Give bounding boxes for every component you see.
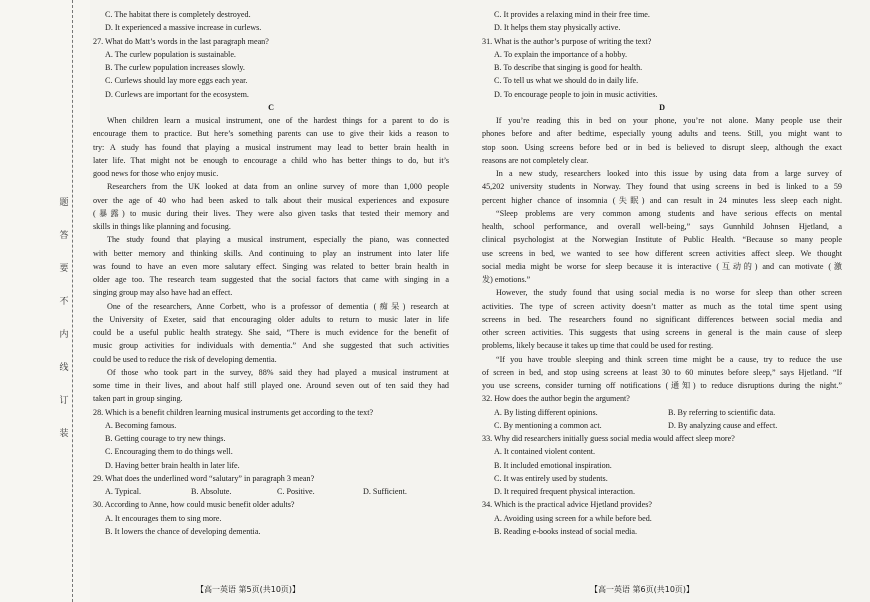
option-text: B. Absolute. — [191, 487, 232, 496]
text-line: A. The curlew population is sustainable. — [105, 49, 236, 59]
binding-notice — [58, 195, 70, 439]
binding-char: 内 — [59, 330, 69, 340]
binding-char: 题 — [59, 198, 69, 208]
text-line: C. Encouraging them to do things well. — [105, 447, 233, 457]
text-line: 27. What do Matt’s words in the last paragraph mean? — [93, 36, 269, 46]
text-line: C. The habitat there is completely destroyed. — [105, 10, 251, 19]
text-line: 31. What is the author’s purpose of writing the text? — [482, 36, 652, 46]
text-line: use screens in bed, we wanted to see how different screen activities affect sleep. We thought — [482, 248, 842, 258]
text-line: clinical psychologist at the Norwegian Institute of Public Health. “Because so many people — [482, 235, 842, 245]
text-line: 32. How does the author begin the argument? — [482, 394, 630, 404]
passage-title: C — [268, 102, 274, 112]
text-line: “If you have trouble sleeping and think screen time might be a cause, try to reduce the use — [496, 354, 842, 364]
binding-margin — [0, 0, 90, 602]
option-text: D. Sufficient. — [363, 487, 407, 496]
text-line: the University of Exeter, said that encouraging older adults to return to music later in life — [93, 314, 449, 324]
option-row — [482, 406, 842, 419]
text-line: problems, likely because it takes up time that could be used for resting. — [482, 341, 714, 351]
text-line: (暴露) to music during their lives. They were also given tasks that tested their memory and — [93, 208, 449, 218]
text-line: A. Avoiding using screen for a while before bed. — [494, 513, 652, 523]
text-line: C. Curlews should lay more eggs each year. — [105, 76, 248, 86]
text-line: screens in bed. The researchers found no significant differences between social media and — [482, 314, 842, 324]
left-column — [93, 8, 449, 538]
option-text: A. Typical. — [105, 487, 142, 496]
text-line: Of those who took part in the survey, 88% said they had played a musical instrument at — [107, 367, 449, 377]
binding-char: 答 — [59, 231, 69, 241]
text-line: D. Having better brain health in later life. — [105, 460, 240, 470]
text-line: 发) emotions.” — [482, 275, 531, 284]
text-line: The study found that playing a musical instrument, especially the piano, was connected — [107, 235, 449, 245]
text-line: 29. What does the underlined word “salutary” in paragraph 3 mean? — [93, 473, 315, 483]
text-line: could be used to reduce the risk of developing dementia. — [93, 354, 277, 364]
text-line: “Sleep problems are very common among students and have serious effects on mental — [496, 208, 842, 218]
option-text: B. By referring to scientific data. — [668, 407, 776, 417]
text-line: good news for those who enjoy music. — [93, 169, 219, 178]
text-line: music group activities for individuals with dementia.” And she suggested that such activities — [93, 341, 449, 351]
binding-char: 不 — [59, 297, 69, 307]
text-line: stop soon. Using screens before bed or in bed is believed to disrupt sleep, although the exact — [482, 142, 842, 152]
footer-left: 【高一英语 第5页(共10页)】 — [196, 585, 301, 594]
text-line: other screen activities. This suggests that using screens in general is the main cause of sleep — [482, 328, 842, 337]
text-line: encourage them to practice. But here’s something parents can use to give their kids a reason to — [93, 129, 449, 139]
option-text: D. By analyzing cause and effect. — [668, 420, 778, 430]
text-line: some time in their lives, and about half still played one. Around seven out of ten said they had — [93, 381, 449, 390]
option-text: C. Positive. — [277, 487, 315, 496]
text-line: D. It helps them stay physically active. — [494, 23, 621, 33]
text-line: B. Getting courage to try new things. — [105, 434, 226, 443]
text-line: reasons are not completely clear. — [482, 155, 589, 165]
text-line: later life. That might not be enough to encourage a child who has better things to do, but it’s — [93, 155, 449, 165]
right-column — [482, 8, 842, 538]
option-row — [93, 485, 449, 498]
binding-dashed-line — [72, 0, 73, 602]
text-line: activities. The type of screen activity doesn’t matter as much as the total time spent using — [482, 301, 842, 311]
text-line: A. Becoming famous. — [105, 420, 177, 430]
text-line: you use screens, consider turning off notifications (通知) to reduce disruptions during the night.” — [482, 381, 842, 390]
text-line: If you’re reading this in bed on your phone, you’re not alone. Many people use their — [496, 116, 842, 125]
text-line: 34. Which is the practical advice Hjetland provides? — [482, 500, 652, 510]
text-line: However, the study found that using social media is no worse for sleep than other screen — [496, 288, 842, 298]
text-line: B. To describe that singing is good for health. — [494, 63, 643, 72]
text-line: skills in things like planning and focusing. — [93, 222, 231, 231]
text-line: A. It encourages them to sing more. — [105, 513, 222, 523]
text-line: C. It provides a relaxing mind in their free time. — [494, 10, 650, 19]
text-line: D. It experienced a massive increase in curlews. — [105, 23, 262, 33]
text-line: percent higher chance of insomnia (失眠) and can result in 24 minutes less sleep each night. — [482, 195, 842, 205]
text-line: of screen in bed, and stop using screens at least 30 to 60 minutes before sleep,” says Hjetland. “If — [482, 367, 842, 377]
text-line: A. It contained violent content. — [494, 447, 596, 457]
text-line: C. It was entirely used by students. — [494, 473, 608, 483]
text-line: One of the researchers, Anne Corbett, who is a professor of dementia (痴呆) research at — [107, 301, 449, 311]
text-line: social media might be worse for sleep because it is interactive (互动的) and can motivate (激 — [482, 261, 842, 271]
text-line: B. Reading e-books instead of social media. — [494, 526, 638, 536]
passage-title: D — [659, 102, 665, 112]
text-line: was found to have an even more salutary effect. Singing was related to better brain health in — [93, 261, 449, 271]
text-line: Researchers from the UK looked at data from an online survey of more than 1,000 people — [107, 182, 449, 192]
text-line: try: A study has found that playing a musical instrument may lead to better brain health in — [93, 142, 449, 152]
binding-char: 装 — [59, 429, 69, 439]
text-line: B. The curlew population increases slowly. — [105, 63, 245, 72]
text-line: When children learn a musical instrument, one of the hardest things for a parent to do is — [107, 116, 449, 125]
text-line: 30. According to Anne, how could music benefit older adults? — [93, 500, 295, 510]
binding-char: 订 — [59, 396, 69, 406]
option-text: A. By listing different opinions. — [494, 407, 598, 417]
text-line: could be a useful public health strategy. She said, “There is much evidence for the benefit of — [93, 328, 449, 337]
text-line: 33. Why did researchers initially guess social media would affect sleep more? — [482, 434, 735, 443]
text-line: 28. Which is a benefit children learning musical instruments get according to the text? — [93, 407, 374, 417]
text-line: with better memory and thinking skills. And continuing to play an instrument into later life — [93, 248, 449, 258]
text-line: D. To encourage people to join in music activities. — [494, 89, 658, 99]
option-text: C. By mentioning a common act. — [494, 420, 602, 430]
text-line: C. To tell us what we should do in daily life. — [494, 76, 639, 86]
text-line: B. It included emotional inspiration. — [494, 460, 612, 470]
text-line: older age too. The research team suggested that the social factors that came with singing in a — [93, 275, 449, 284]
text-line: health, school performance, and overall well-being,” says Gunnhild Johnsen Hjetland, a — [482, 222, 842, 231]
text-line: In a new study, researchers looked into this issue by using data from a large survey of — [496, 169, 842, 178]
text-line: B. It lowers the chance of developing dementia. — [105, 526, 261, 536]
binding-char: 线 — [59, 363, 69, 373]
text-line: A. To explain the importance of a hobby. — [494, 49, 628, 59]
text-line: 45,202 university students in Norway. They found that using screens in bed is linked to a 59 — [482, 182, 842, 192]
binding-char: 要 — [59, 264, 69, 274]
text-line: phones before and after bedtime, especially young adults and teens. Still, you might want to — [482, 129, 842, 139]
option-row — [482, 419, 842, 432]
text-line: singing group may also have had an effect. — [93, 288, 233, 298]
text-line: over the age of 40 who had been asked to talk about their musical experiences and exposure — [93, 195, 449, 205]
footer-right: 【高一英语 第6页(共10页)】 — [590, 585, 695, 594]
text-line: taken part in group singing. — [93, 394, 183, 404]
text-line: D. Curlews are important for the ecosystem. — [105, 89, 249, 99]
text-line: D. It required frequent physical interaction. — [494, 487, 636, 496]
